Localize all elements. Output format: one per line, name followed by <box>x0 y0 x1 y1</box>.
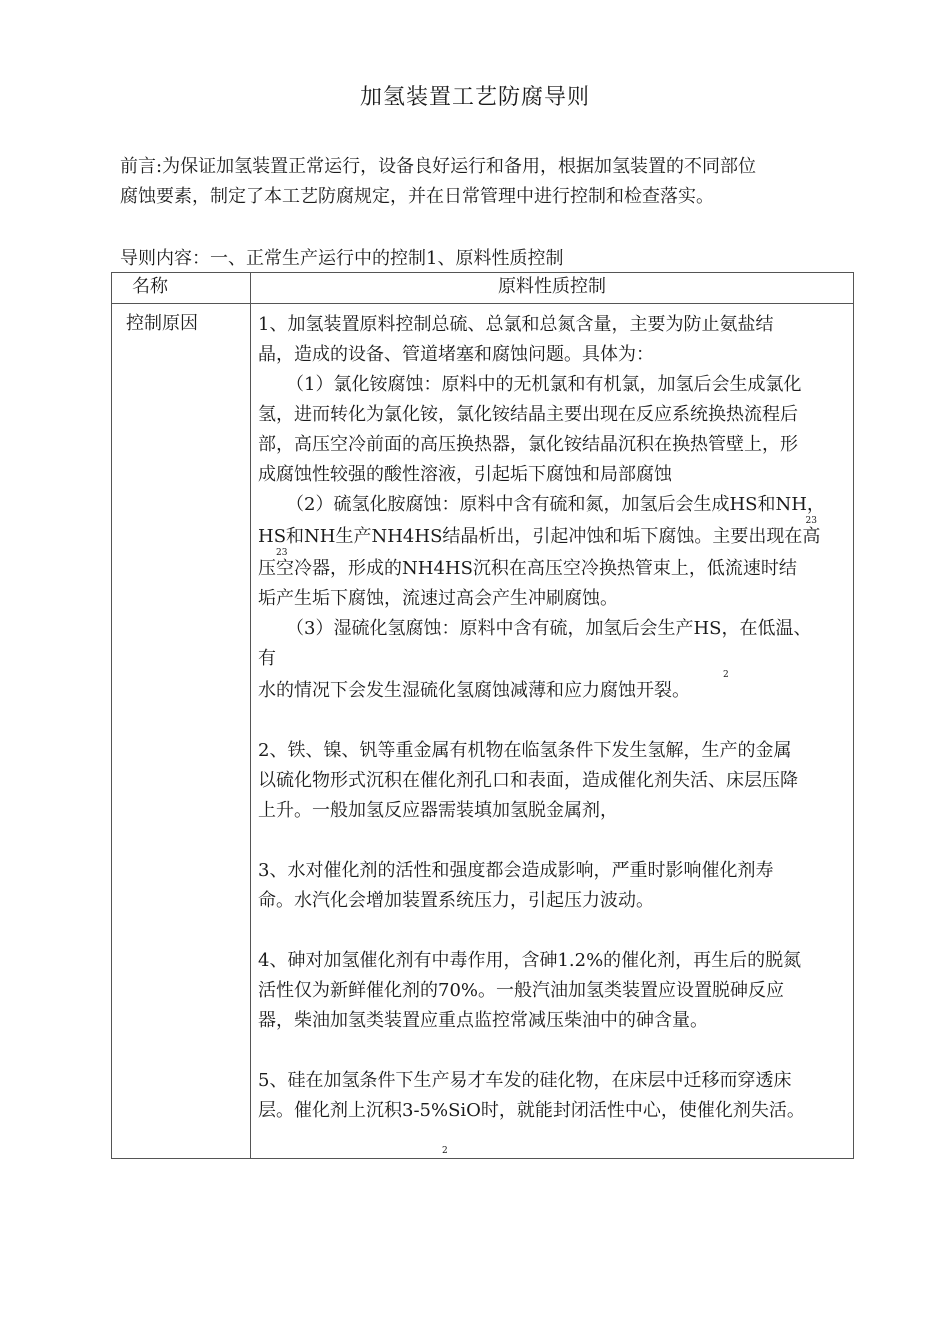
text-line: 1、加氢装置原料控制总硫、总氯和总氮含量，主要为防止氨盐结 <box>258 314 774 335</box>
page-title: 加氢装置工艺防腐导则 <box>359 85 590 110</box>
text-line: 3、水对催化剂的活性和强度都会造成影响，严重时影响催化剂寿 <box>258 860 774 881</box>
text-line: 成腐蚀性较强的酸性溶液，引起垢下腐蚀和局部腐蚀 <box>258 464 672 485</box>
text-line: 器，柴油加氢类装置应重点监控常减压柴油中的砷含量。 <box>258 1010 708 1031</box>
subscript: 2 <box>723 670 729 680</box>
header-name: 名称 <box>112 273 251 304</box>
text-line: （1）氯化铵腐蚀：原料中的无机氯和有机氯，加氢后会生成氯化 <box>286 374 802 395</box>
text-line: 命。水汽化会增加装置系统压力，引起压力波动。 <box>258 890 654 911</box>
text-line: 以硫化物形式沉积在催化剂孔口和表面，造成催化剂失活、床层压降 <box>258 770 798 791</box>
text-line: 垢产生垢下腐蚀，流速过高会产生冲刷腐蚀。 <box>258 588 618 609</box>
control-table <box>111 272 854 1159</box>
subscript: 2 <box>442 1146 448 1156</box>
text-line: HS和NH生产NH4HS结晶析出，引起冲蚀和垢下腐蚀。主要出现在高 <box>258 526 821 547</box>
text-line: （2）硫氢化胺腐蚀：原料中含有硫和氮，加氢后会生成HS和NH， <box>286 494 825 515</box>
text-line: （3）湿硫化氢腐蚀：原料中含有硫，加氢后会生产HS，在低温、 <box>286 618 812 639</box>
text-line: 压空冷器，形成的NH4HS沉积在高压空冷换热管束上，低流速时结 <box>258 558 797 579</box>
text-line: 有 <box>258 648 276 669</box>
text-line: 2、铁、镍、钒等重金属有机物在临氢条件下发生氢解，生产的金属 <box>258 740 792 761</box>
subscript: 23 <box>805 516 817 526</box>
intro-line: 腐蚀要素，制定了本工艺防腐规定，并在日常管理中进行控制和检查落实。 <box>120 186 714 207</box>
text-line: 层。催化剂上沉积3-5%SiO时，就能封闭活性中心，使催化剂失活。 <box>258 1100 805 1121</box>
text-line: 上升。一般加氢反应器需装填加氢脱金属剂， <box>258 800 618 821</box>
text-line: 4、砷对加氢催化剂有中毒作用，含砷1.2%的催化剂，再生后的脱氮 <box>258 950 802 971</box>
subscript: 23 <box>276 548 288 558</box>
intro-paragraph <box>120 152 850 212</box>
table-row <box>112 304 854 1159</box>
intro-line: 前言:为保证加氢装置正常运行，设备良好运行和备用，根据加氢装置的不同部位 <box>120 156 757 177</box>
row-content <box>251 304 854 1159</box>
text-line: 部，高压空冷前面的高压换热器，氯化铵结晶沉积在换热管壁上，形 <box>258 434 798 455</box>
text-line: 晶，造成的设备、管道堵塞和腐蚀问题。具体为： <box>258 344 654 365</box>
section-heading: 导则内容：一、正常生产运行中的控制1、原料性质控制 <box>120 248 564 269</box>
text-line: 水的情况下会发生湿硫化氢腐蚀减薄和应力腐蚀开裂。 <box>258 680 690 701</box>
row-label: 控制原因 <box>112 304 251 1159</box>
text-line: 5、硅在加氢条件下生产易才车发的硅化物，在床层中迁移而穿透床 <box>258 1070 792 1091</box>
text-line: 活性仅为新鲜催化剂的70%。一般汽油加氢类装置应设置脱砷反应 <box>258 980 785 1001</box>
table-header-row <box>112 273 854 304</box>
text-line: 氢，进而转化为氯化铵，氯化铵结晶主要出现在反应系统换热流程后 <box>258 404 798 425</box>
header-content: 原料性质控制 <box>251 273 854 304</box>
